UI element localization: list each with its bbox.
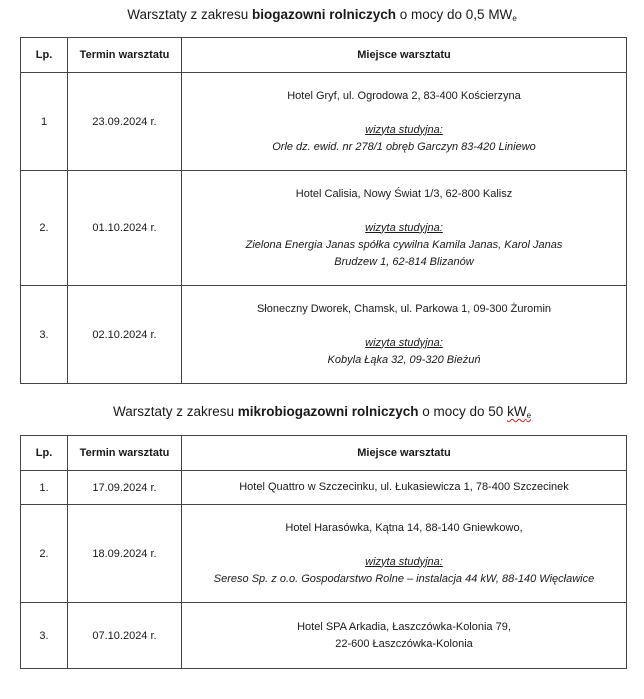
- cell-place: [182, 171, 627, 286]
- table1: [20, 37, 627, 384]
- cell-place: [182, 73, 627, 171]
- visit-text: Brudzew 1, 62-814 Blizanów: [334, 255, 474, 268]
- table2-heading-post: o mocy do 50: [418, 404, 508, 419]
- cell-place: [182, 471, 627, 505]
- cell-lp: 3.: [21, 286, 68, 384]
- cell-date: 02.10.2024 r.: [68, 286, 182, 384]
- visit-label: wizyta studyjna:: [365, 336, 443, 349]
- cell-lp: 2.: [21, 505, 68, 603]
- table2: [20, 435, 627, 669]
- visit-text: Kobyla Łąka 32, 09-320 Bieżuń: [327, 353, 481, 366]
- table-row: [21, 286, 627, 384]
- header-place: Miejsce warsztatu: [182, 436, 627, 471]
- table1-heading-sub: e: [512, 14, 517, 23]
- table-row: [21, 471, 627, 505]
- unit-text: kW: [507, 404, 527, 419]
- cell-date: 01.10.2024 r.: [68, 171, 182, 286]
- table1-heading-pre: Warsztaty z zakresu: [127, 7, 252, 22]
- place-text: Hotel SPA Arkadia, Łaszczówka-Kolonia 79,: [297, 620, 511, 633]
- cell-lp: 2.: [21, 171, 68, 286]
- cell-date: 23.09.2024 r.: [68, 73, 182, 171]
- cell-lp: 1.: [21, 471, 68, 505]
- cell-place: [182, 603, 627, 669]
- table1-heading-bold: biogazowni rolniczych: [252, 7, 397, 22]
- table2-heading-bold: mikrobiogazowni rolniczych: [237, 404, 419, 419]
- place-text: Hotel Gryf, ul. Ogrodowa 2, 83-400 Kościerzyna: [287, 89, 521, 102]
- table-row: [21, 505, 627, 603]
- cell-date: 07.10.2024 r.: [68, 603, 182, 669]
- cell-date: 18.09.2024 r.: [68, 505, 182, 603]
- cell-lp: 3.: [21, 603, 68, 669]
- table-row: [21, 171, 627, 286]
- table-row: [21, 73, 627, 171]
- visit-label: wizyta studyjna:: [365, 555, 443, 568]
- table2-heading-sub: e: [526, 411, 532, 420]
- header-place: Miejsce warsztatu: [182, 38, 627, 73]
- place-text: Hotel Quattro w Szczecinku, ul. Łukasiewicza 1, 78-400 Szczecinek: [239, 481, 569, 493]
- table2-header-row: [21, 436, 627, 471]
- table2-heading-pre: Warsztaty z zakresu: [112, 404, 238, 419]
- visit-text: Sereso Sp. z o.o. Gospodarstwo Rolne – instalacja 44 kW, 88-140 Więcławice: [213, 572, 595, 585]
- table-row: [21, 603, 627, 669]
- cell-lp: 1: [21, 73, 68, 171]
- table2-heading: [0, 403, 644, 425]
- place-text: Hotel Calisia, Nowy Świat 1/3, 62-800 Kalisz: [295, 187, 513, 200]
- cell-place: [182, 505, 627, 603]
- visit-label: wizyta studyjna:: [365, 221, 443, 234]
- visit-label: wizyta studyjna:: [365, 123, 443, 136]
- place-text-line2: 22-600 Łaszczówka-Kolonia: [335, 637, 473, 650]
- header-lp: Lp.: [21, 38, 68, 73]
- visit-text: Zielona Energia Janas spółka cywilna Kamila Janas, Karol Janas: [245, 238, 563, 251]
- place-text: Hotel Harasówka, Kątna 14, 88-140 Gniewkowo,: [285, 521, 523, 534]
- header-lp: Lp.: [21, 436, 68, 471]
- table2-heading-unit: [507, 404, 531, 419]
- table1-heading: [0, 6, 644, 28]
- visit-text: Orle dz. ewid. nr 278/1 obręb Garczyn 83-420 Liniewo: [272, 140, 536, 153]
- cell-date: 17.09.2024 r.: [68, 471, 182, 505]
- cell-place: [182, 286, 627, 384]
- place-text: Słoneczny Dworek, Chamsk, ul. Parkowa 1, 09-300 Żuromin: [256, 302, 552, 315]
- table1-header-row: [21, 38, 627, 73]
- header-date: Termin warsztatu: [68, 436, 182, 471]
- table1-heading-post: o mocy do 0,5 MW: [396, 7, 513, 22]
- header-date: Termin warsztatu: [68, 38, 182, 73]
